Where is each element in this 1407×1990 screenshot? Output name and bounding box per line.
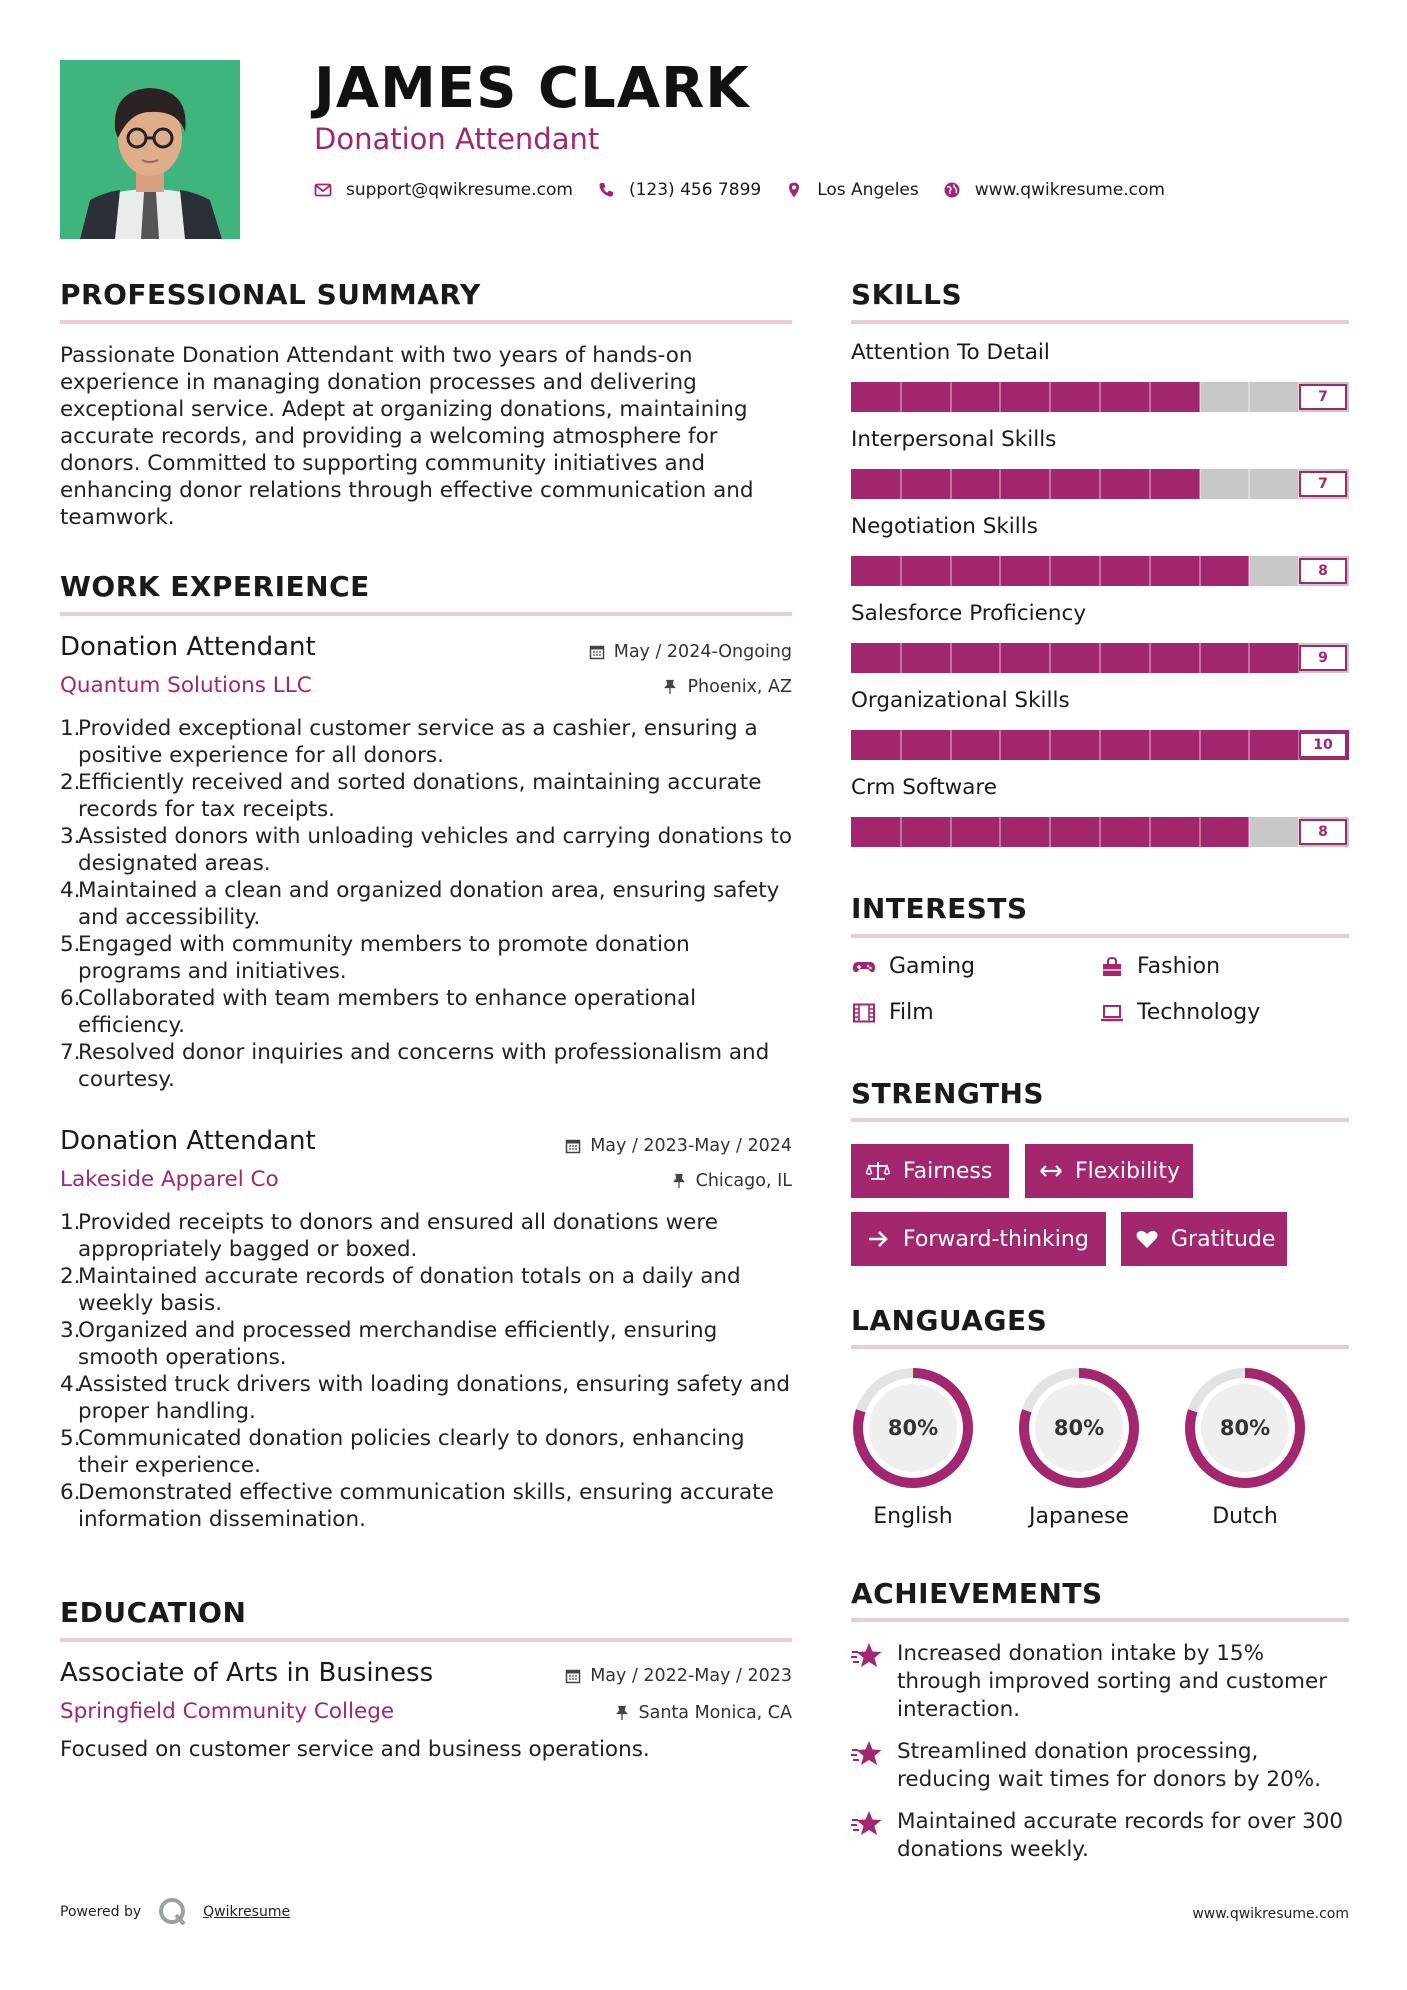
skill-name: Salesforce Proficiency	[851, 601, 1087, 626]
skill-bar-divider	[1099, 643, 1101, 673]
interests-list	[851, 954, 1349, 1044]
achievement-item: Streamlined donation processing, reducing wait times for donors by 20%.	[851, 1738, 1349, 1794]
skill-bar-divider	[1149, 817, 1151, 847]
language-item	[1183, 1366, 1307, 1529]
film-icon	[851, 1002, 877, 1024]
star-icon	[851, 1738, 897, 1794]
skill-bar	[851, 817, 1349, 847]
achievement-item: Maintained accurate records for over 300 donations weekly.	[851, 1808, 1349, 1864]
skill-bar-divider	[1099, 556, 1101, 586]
skill-bar-divider	[999, 817, 1001, 847]
skills-list	[851, 340, 1349, 850]
interest-item: Fashion	[1099, 954, 1220, 979]
skill-score: 7	[1299, 471, 1347, 497]
skill-score: 9	[1299, 645, 1347, 671]
education-school: Springfield Community College	[60, 1699, 395, 1724]
education-entry	[60, 1656, 792, 1776]
skill-bar-divider	[1248, 556, 1250, 586]
star-icon	[851, 1808, 897, 1864]
language-name: English	[873, 1504, 953, 1529]
section-title-languages: LANGUAGES	[851, 1304, 1048, 1337]
skill-bar-divider	[950, 556, 952, 586]
scale-icon	[865, 1159, 891, 1183]
job-bullets	[60, 715, 792, 1093]
skill-bar-divider	[1049, 556, 1051, 586]
skill-bar	[851, 556, 1349, 586]
list-item: 3. Organized and processed merchandise efficiently, ensuring smooth operations.	[60, 1318, 718, 1370]
skill-bar-divider	[1099, 469, 1101, 499]
skill-bar-divider	[950, 643, 952, 673]
summary-text: Passionate Donation Attendant with two years of hands-on experience in managing donation processes and delivering exceptional service. Adept at organizing donations, maintaining accurate records, and providing a welcoming atmosphere for donors. Committed to supporting community initiatives and enhancing donor relations through effective communication and teamwork.	[60, 343, 754, 530]
calendar-icon	[565, 1138, 581, 1154]
list-item: 4. Maintained a clean and organized donation area, ensuring safety and accessibility.	[60, 878, 780, 930]
skill-bar-divider	[1049, 643, 1051, 673]
job-entry	[60, 630, 792, 1100]
interest-item: Film	[851, 1000, 934, 1025]
section-rule	[851, 934, 1349, 938]
section-rule	[60, 612, 792, 616]
laptop-icon	[1099, 1002, 1125, 1024]
list-item: 2. Efficiently received and sorted donations, maintaining accurate records for tax receipts.	[60, 770, 762, 822]
qwikresume-logo-icon	[157, 1896, 189, 1928]
section-title-experience: WORK EXPERIENCE	[60, 570, 370, 603]
list-item: 5. Communicated donation policies clearly to donors, enhancing their experience.	[60, 1426, 745, 1478]
skill-bar-divider	[1149, 382, 1151, 412]
skill-bar-divider	[1149, 643, 1151, 673]
skill-bar-divider	[999, 730, 1001, 760]
skill-bar-divider	[1099, 382, 1101, 412]
achievement-item: Increased donation intake by 15% through improved sorting and customer interaction.	[851, 1640, 1349, 1724]
list-item: 2. Maintained accurate records of donation totals on a daily and weekly basis.	[60, 1264, 741, 1316]
job-location	[671, 1171, 792, 1191]
pushpin-icon	[671, 1173, 687, 1189]
list-item: 6. Collaborated with team members to enhance operational efficiency.	[60, 986, 697, 1038]
skill-bar-divider	[1049, 730, 1051, 760]
section-rule	[60, 320, 792, 324]
calendar-icon	[589, 644, 605, 660]
job-dates	[589, 642, 792, 662]
language-item	[851, 1366, 975, 1529]
skill-name: Crm Software	[851, 775, 998, 800]
language-item	[1017, 1366, 1141, 1529]
skill-bar	[851, 469, 1349, 499]
job-entry	[60, 1124, 792, 1544]
skill-bar-divider	[1149, 556, 1151, 586]
language-percent: 80%	[1219, 1416, 1271, 1440]
language-name: Japanese	[1029, 1504, 1129, 1529]
phone-icon	[597, 181, 615, 199]
website-text: www.qwikresume.com	[974, 180, 1165, 200]
list-item: 6. Demonstrated effective communication skills, ensuring accurate information dissemination.	[60, 1480, 774, 1532]
calendar-icon	[565, 1668, 581, 1684]
skill-bar-divider	[1199, 817, 1201, 847]
skill-bar-divider	[1099, 817, 1101, 847]
skill-bar	[851, 730, 1349, 760]
list-item: 1. Provided receipts to donors and ensured all donations were appropriately bagged or boxed.	[60, 1210, 718, 1262]
list-item: 1. Provided exceptional customer service as a cashier, ensuring a positive experience for all donors.	[60, 716, 758, 768]
education-description: Focused on customer service and business operations.	[60, 1737, 650, 1762]
skill-bar-divider	[1199, 643, 1201, 673]
skill-bar-divider	[999, 382, 1001, 412]
section-rule	[851, 1345, 1349, 1349]
arrows-horizontal-icon	[1039, 1159, 1063, 1183]
skill-bar-divider	[1049, 382, 1051, 412]
footer-powered-by	[60, 1896, 290, 1928]
section-rule	[851, 320, 1349, 324]
arrow-right-icon	[865, 1227, 891, 1251]
language-percent: 80%	[1053, 1416, 1105, 1440]
job-location-text: Chicago, IL	[695, 1171, 792, 1191]
envelope-icon	[314, 181, 332, 199]
skill-bar-divider	[1248, 730, 1250, 760]
languages-list	[851, 1366, 1349, 1546]
section-rule	[60, 1638, 792, 1642]
section-title-education: EDUCATION	[60, 1596, 247, 1629]
skill-score: 8	[1299, 558, 1347, 584]
globe-icon	[943, 181, 961, 199]
pushpin-icon	[614, 1705, 630, 1721]
skill-bar-divider	[1149, 469, 1151, 499]
skill-score: 10	[1299, 732, 1347, 758]
skill-name: Interpersonal Skills	[851, 427, 1057, 452]
skill-bar-divider	[950, 817, 952, 847]
skill-bar-divider	[1248, 817, 1250, 847]
job-location-text: Phoenix, AZ	[687, 677, 792, 697]
skill-bar-divider	[900, 730, 902, 760]
list-item: 7. Resolved donor inquiries and concerns with professionalism and courtesy.	[60, 1040, 770, 1092]
job-company: Lakeside Apparel Co	[60, 1167, 279, 1192]
skill-name: Organizational Skills	[851, 688, 1070, 713]
education-dates-text: May / 2022-May / 2023	[590, 1666, 792, 1686]
pushpin-icon	[662, 679, 678, 695]
strength-badge: Forward-thinking	[851, 1212, 1106, 1266]
map-pin-icon	[785, 181, 803, 199]
education-dates	[565, 1666, 792, 1686]
interest-item: Technology	[1099, 1000, 1260, 1025]
education-degree: Associate of Arts in Business	[60, 1658, 434, 1688]
achievements-list	[851, 1640, 1349, 1880]
heart-icon	[1135, 1227, 1159, 1251]
job-title: Donation Attendant	[60, 632, 316, 662]
profile-photo	[60, 60, 240, 239]
education-location	[614, 1703, 793, 1723]
skill-bar-divider	[999, 556, 1001, 586]
phone-text: (123) 456 7899	[628, 180, 762, 200]
email-text: support@qwikresume.com	[346, 180, 573, 200]
gamepad-icon	[851, 956, 877, 978]
education-location-text: Santa Monica, CA	[638, 1703, 792, 1723]
contact-phone[interactable]	[597, 180, 761, 200]
skill-bar-divider	[1199, 469, 1201, 499]
skill-bar-divider	[1199, 730, 1201, 760]
skill-bar-divider	[999, 643, 1001, 673]
skill-bar-divider	[900, 643, 902, 673]
skill-bar-divider	[900, 382, 902, 412]
section-title-strengths: STRENGTHS	[851, 1077, 1045, 1110]
strengths-list	[851, 1144, 1349, 1270]
skill-score: 7	[1299, 384, 1347, 410]
powered-by-label: Powered by	[60, 1904, 142, 1920]
job-company: Quantum Solutions LLC	[60, 673, 312, 698]
list-item: 5. Engaged with community members to promote donation programs and initiatives.	[60, 932, 690, 984]
brand-link[interactable]: Qwikresume	[203, 1904, 291, 1920]
footer-website[interactable]: www.qwikresume.com	[1192, 1906, 1349, 1922]
skill-bar-divider	[900, 469, 902, 499]
skill-bar-divider	[1248, 382, 1250, 412]
star-icon	[851, 1640, 897, 1724]
skill-bar-divider	[950, 469, 952, 499]
skill-bar-divider	[1199, 382, 1201, 412]
section-rule	[851, 1118, 1349, 1122]
skill-bar-fill	[851, 469, 1200, 499]
contact-row	[314, 180, 1189, 200]
section-title-interests: INTERESTS	[851, 892, 1028, 925]
skill-bar-divider	[1049, 469, 1051, 499]
strength-badge: Flexibility	[1025, 1144, 1193, 1198]
job-title: Donation Attendant	[60, 1126, 316, 1156]
skill-bar-divider	[1248, 469, 1250, 499]
skill-bar-divider	[1049, 817, 1051, 847]
contact-location	[785, 180, 919, 200]
skill-bar	[851, 382, 1349, 412]
contact-website[interactable]	[943, 180, 1165, 200]
list-item: 3. Assisted donors with unloading vehicles and carrying donations to designated areas.	[60, 824, 793, 876]
skill-bar-divider	[950, 730, 952, 760]
job-location	[662, 677, 792, 697]
job-dates-text: May / 2023-May / 2024	[590, 1136, 792, 1156]
language-name: Dutch	[1212, 1504, 1278, 1529]
job-dates	[565, 1136, 792, 1156]
skill-bar-fill	[851, 643, 1299, 673]
candidate-name: JAMES CLARK	[314, 56, 750, 121]
job-bullets	[60, 1209, 792, 1533]
job-dates-text: May / 2024-Ongoing	[613, 642, 792, 662]
location-text: Los Angeles	[817, 180, 919, 200]
skill-bar-divider	[1248, 643, 1250, 673]
skill-bar-divider	[1149, 730, 1151, 760]
skill-score: 8	[1299, 819, 1347, 845]
interest-item: Gaming	[851, 954, 975, 979]
candidate-title: Donation Attendant	[314, 122, 600, 156]
section-rule	[851, 1618, 1349, 1622]
skill-bar-divider	[1099, 730, 1101, 760]
shopping-bag-icon	[1099, 956, 1125, 978]
section-title-summary: PROFESSIONAL SUMMARY	[60, 278, 481, 311]
skill-bar	[851, 643, 1349, 673]
list-item: 4. Assisted truck drivers with loading donations, ensuring safety and proper handling.	[60, 1372, 791, 1424]
contact-email[interactable]	[314, 180, 573, 200]
skill-name: Negotiation Skills	[851, 514, 1038, 539]
skill-bar-divider	[900, 556, 902, 586]
skill-bar-divider	[950, 382, 952, 412]
skill-name: Attention To Detail	[851, 340, 1050, 365]
skill-bar-divider	[900, 817, 902, 847]
skill-bar-fill	[851, 382, 1200, 412]
section-title-achievements: ACHIEVEMENTS	[851, 1577, 1103, 1610]
skill-bar-divider	[1199, 556, 1201, 586]
language-percent: 80%	[887, 1416, 939, 1440]
skill-bar-divider	[999, 469, 1001, 499]
strength-badge: Gratitude	[1121, 1212, 1287, 1266]
strength-badge: Fairness	[851, 1144, 1009, 1198]
section-title-skills: SKILLS	[851, 278, 963, 311]
